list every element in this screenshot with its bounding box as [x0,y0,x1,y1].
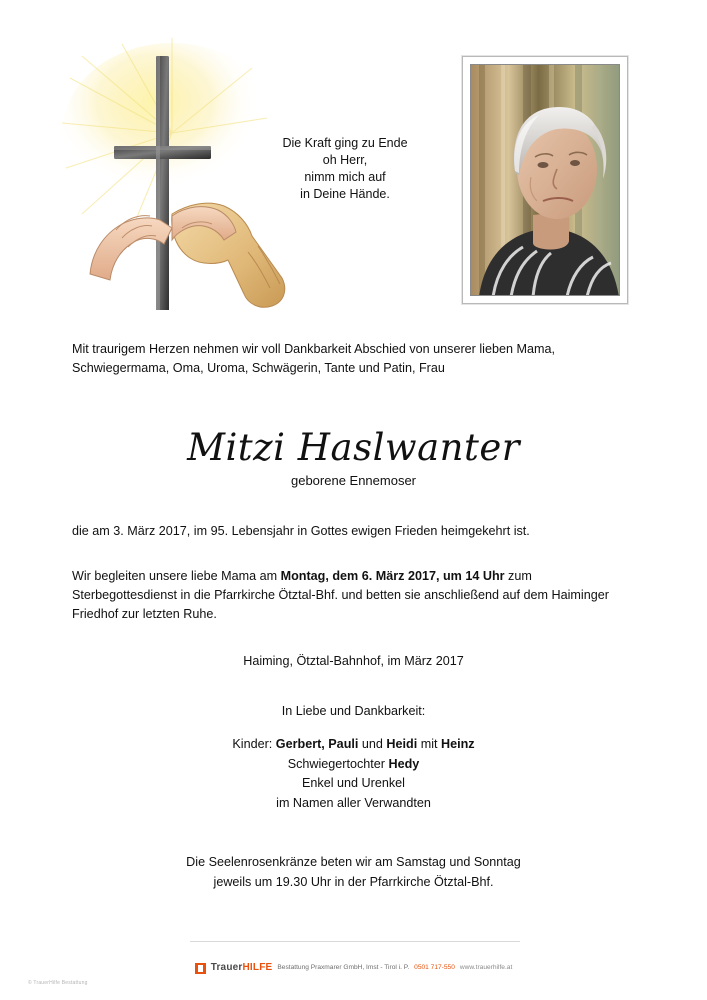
artwork-area [0,0,707,330]
rosary-block [0,853,707,892]
footer-line [195,962,513,973]
footer [0,960,707,978]
footer-company: Bestattung Praxmarer GmbH, Imst - Tirol i. P. [277,964,410,971]
children-conj-1: und [358,737,387,751]
verse-line: in Deine Hände. [300,187,390,201]
verse-text [240,135,450,203]
gratitude-line: In Liebe und Dankbarkeit: [281,704,426,718]
portrait-frame [462,56,628,304]
footer-divider [190,941,520,942]
intro-paragraph: Mit traurigem Herzen nehmen wir voll Dankbarkeit Abschied von unserer lieben Mama, Schwiegermama, Oma, Uroma, Schwägerin, Tante und Patin, Frau [72,342,555,375]
service-paragraph [72,567,635,624]
relatives-line: im Namen aller Verwandten [276,795,431,810]
children-conj-2: mit [417,737,441,751]
logo-word-trauer: Trauer [210,962,243,973]
deceased-name: Mitzi Haslwanter [187,426,520,469]
children-names-2: Heidi [386,737,418,751]
corner-copyright: © TrauerHilfe Bestattung [28,980,88,986]
service-after: zum Sterbegottesdienst in die Pfarrkirche Ötztal-Bhf. und betten sie anschließend auf dem Haiminger Friedhof zur letzten Ruhe. [72,569,609,621]
children-names-3: Heinz [441,737,475,751]
children-names-1: Gerbert, Pauli [275,737,359,751]
trauerhilfe-logo-text [211,962,273,973]
verse-line: Die Kraft ging zu Ende [282,136,408,150]
portrait-photo [470,64,620,296]
verse-line: oh Herr, [322,153,368,167]
place-and-date: Haiming, Ötztal-Bahnhof, im März 2017 [243,654,464,668]
logo-word-hilfe: HILFE [242,962,273,973]
maiden-name: geborene Ennemoser [290,473,417,488]
daughter-in-law-label: Schwiegertochter [287,756,389,771]
footer-phone[interactable]: 0501 717-550 [414,964,455,971]
verse-line: nimm mich auf [304,170,386,184]
children-line [0,735,707,755]
service-before: Wir begleiten unsere liebe Mama am [72,569,281,583]
daughter-in-law-name: Hedy [388,756,420,771]
memorial-text-body [0,340,707,892]
family-block [0,735,707,813]
death-line: die am 3. März 2017, im 95. Lebensjahr in Gottes ewigen Frieden heimgekehrt ist. [72,524,530,538]
reaching-hands-icon [90,203,285,307]
service-datetime: Montag, dem 6. März 2017, um 14 Uhr [280,569,505,583]
grandchildren-line: Enkel und Urenkel [302,776,405,790]
rosary-line: jeweils um 19.30 Uhr in der Pfarrkirche Ötztal-Bhf. [213,874,494,889]
daughter-in-law-line [0,755,707,775]
children-label: Kinder: [232,737,276,751]
footer-url[interactable]: www.trauerhilfe.at [459,964,513,971]
rosary-line: Die Seelenrosenkränze beten wir am Samstag und Sonntag [186,855,521,869]
trauerhilfe-logo-icon [195,963,206,974]
